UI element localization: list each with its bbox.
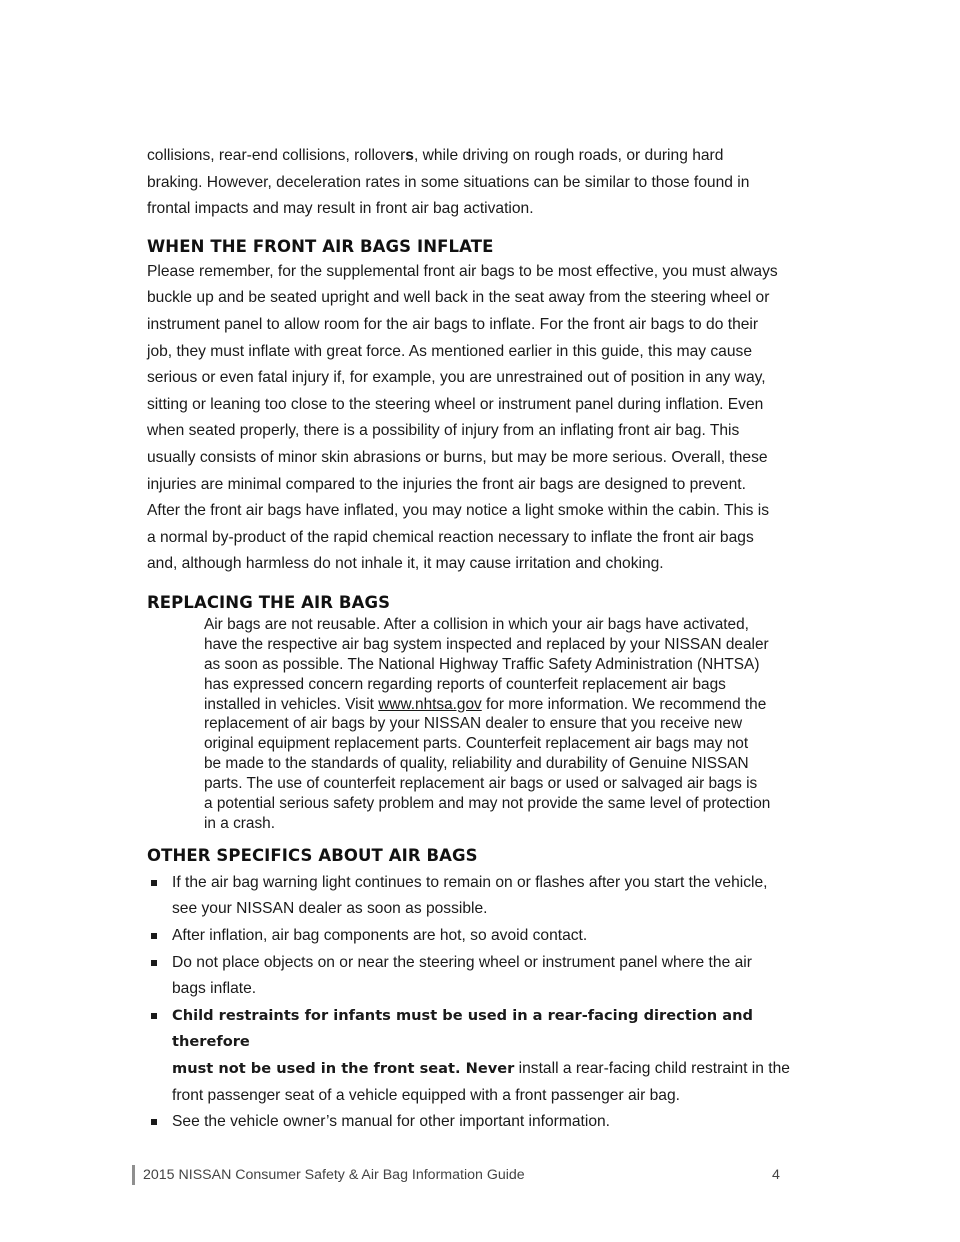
footer-title: 2015 NISSAN Consumer Safety & Air Bag Information Guide: [143, 1167, 525, 1183]
list-item: Child restraints for infants must be used in a rear-facing direction and therefore must not be used in the front seat. Never install a rear-facing child restraint in the front passenger seat of a vehicle equipped with a front passenger air bag.: [147, 1003, 827, 1109]
list-item: See the vehicle owner’s manual for other important information.: [147, 1109, 827, 1136]
replacing-line: a potential serious safety problem and may not provide the same level of protection: [204, 795, 771, 813]
intro-line-2: braking. However, deceleration rates in some situations can be similar to those found in: [147, 173, 750, 191]
inflate-line: buckle up and be seated upright and well back in the seat away from the steering wheel or: [147, 289, 770, 307]
page-number: 4: [772, 1167, 780, 1183]
square-bullet-icon: [151, 1119, 157, 1125]
replacing-line: has expressed concern regarding reports of counterfeit replacement air bags: [204, 675, 726, 693]
replacing-link-line: installed in vehicles. Visit www.nhtsa.gov for more information. We recommend the: [204, 695, 767, 713]
inflate-line: usually consists of minor skin abrasions or burns, but may be more serious. Overall, these: [147, 448, 768, 466]
list-item: Do not place objects on or near the steering wheel or instrument panel where the air bags inflate.: [147, 950, 827, 1003]
child-restraint-warning: Child restraints for infants must be used in a rear-facing direction and therefore: [172, 1006, 753, 1051]
heading-other-specifics: OTHER SPECIFICS ABOUT AIR BAGS: [147, 845, 478, 865]
inflate-line: and, although harmless do not inhale it, it may cause irritation and choking.: [147, 555, 664, 573]
replacing-line: in a crash.: [204, 814, 276, 832]
inflate-line: when seated properly, there is a possibility of injury from an inflating front air bag. This: [147, 422, 740, 440]
square-bullet-icon: [151, 960, 157, 966]
inflate-line: serious or even fatal injury if, for example, you are unrestrained out of position in any way,: [147, 369, 766, 387]
inflate-line: sitting or leaning too close to the steering wheel or instrument panel during inflation. Even: [147, 395, 764, 413]
heading-replacing: REPLACING THE AIR BAGS: [147, 592, 391, 612]
replacing-line: be made to the standards of quality, reliability and durability of Genuine NISSAN: [204, 755, 749, 773]
list-item: If the air bag warning light continues to remain on or flashes after you start the vehicle, see your NISSAN dealer as soon as possible.: [147, 870, 827, 923]
inflate-line: Please remember, for the supplemental front air bags to be most effective, you must always: [147, 262, 778, 280]
replacing-line: parts. The use of counterfeit replacement air bags or used or salvaged air bags is: [204, 775, 758, 793]
intro-bold-char: s: [405, 147, 414, 164]
heading-when-inflate: WHEN THE FRONT AIR BAGS INFLATE: [147, 236, 494, 256]
footer-divider: [132, 1165, 135, 1185]
list-item: After inflation, air bag components are hot, so avoid contact.: [147, 923, 827, 950]
intro-line-3: frontal impacts and may result in front air bag activation.: [147, 200, 534, 218]
replacing-line: Air bags are not reusable. After a collision in which your air bags have activated,: [204, 615, 749, 633]
inflate-line: a normal by-product of the rapid chemical reaction necessary to inflate the front air bags: [147, 528, 754, 546]
inflate-line: instrument panel to allow room for the air bags to inflate. For the front air bags to do their: [147, 315, 759, 333]
replacing-paragraph: [147, 615, 827, 834]
square-bullet-icon: [151, 1013, 157, 1019]
replacing-line: original equipment replacement parts. Counterfeit replacement air bags may not: [204, 735, 749, 753]
replacing-line: replacement of air bags by your NISSAN dealer to ensure that you receive new: [204, 715, 743, 733]
inflate-line: After the front air bags have inflated, you may notice a light smoke within the cabin. This is: [147, 502, 770, 520]
child-restraint-warning-2: must not be used in the front seat. Never: [172, 1060, 515, 1078]
intro-line-1: collisions, rear-end collisions, rollovers, while driving on rough roads, or during hard: [147, 147, 724, 164]
replacing-line: as soon as possible. The National Highway Traffic Safety Administration (NHTSA): [204, 655, 760, 673]
square-bullet-icon: [151, 880, 157, 886]
inflate-line: injuries are minimal compared to the injuries the front air bags are designed to prevent.: [147, 475, 746, 493]
intro-paragraph: [147, 143, 827, 223]
specifics-list: [147, 870, 827, 1136]
square-bullet-icon: [151, 933, 157, 939]
nhtsa-link[interactable]: www.nhtsa.gov: [378, 695, 482, 713]
replacing-line: have the respective air bag system inspected and replaced by your NISSAN dealer: [204, 635, 769, 653]
page-content: [147, 143, 827, 1136]
inflate-line: job, they must inflate with great force. As mentioned earlier in this guide, this may cause: [147, 342, 752, 360]
inflate-paragraph: [147, 259, 827, 578]
page-footer: [132, 1164, 792, 1184]
